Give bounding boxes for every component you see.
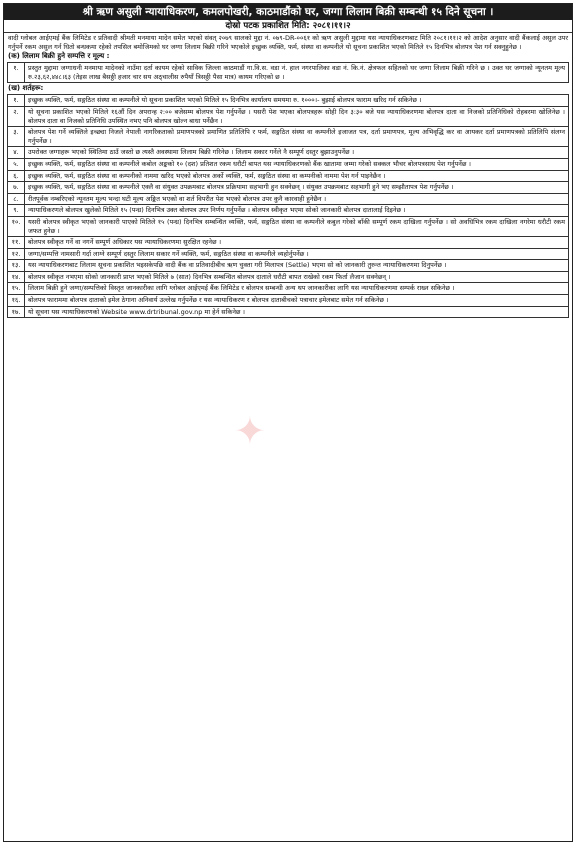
notice-page (3, 3, 573, 842)
term-text: यस न्यायाधिकरणबाट लिलाम सूचना प्रकाशित भइसकेपछि वादी बैंक वा प्रतिवादीबीच ऋण चुक्ता गरी मिलापत्र (Settle) भएमा सो को जानकारी तुरुन्त न्यायाधिकरणमा दिनुपर्नेछ । (28, 261, 447, 270)
property-description: प्रस्तुत मुद्दामा जग्गाधनी मनमाया मादेनको नाउँमा दर्ता कायम रहेको साविक जिल्ला काठमाडौं गा.वि.स. वडा नं. हाल नगरपालिका वडा नं. कि.नं. क्षेत्रफल सहितको घर जग्गा लिलाम बिक्री गरिने छ । उक्त घर जग्गाको न्यूनतम मूल्य रु.२३,६२,४४८।६३ (तेइस लाख बैसठ्ठी हजार चार सय अठ्चालीस रुपैयाँ त्रिसठ्ठी पैसा मात्र) कायम गरिएको छ । (28, 64, 565, 81)
term-number: १२. (8, 249, 25, 260)
term-text: बोलपत्र स्वीकृत गर्ने वा नगर्ने सम्पूर्ण अधिकार यस न्यायाधिकरणमा सुरक्षित रहनेछ । (28, 238, 222, 247)
term-number: १०. (8, 217, 25, 236)
property-row (8, 63, 568, 82)
section-kha-heading: (ख) शर्तहरू: (8, 84, 44, 93)
term-row (8, 106, 568, 126)
term-number: ७. (8, 182, 25, 193)
section-ka-heading: (क) लिलाम बिक्री हुने सम्पत्ति र मूल्य : (8, 52, 110, 61)
term-row (8, 158, 568, 170)
term-number: १६. (8, 295, 25, 306)
term-text: जग्गा/सम्पत्ति नामसारी गर्दा लाग्ने सम्पूर्ण दस्तुर लिलाम सकार गर्ने व्यक्ति, फर्म, सङ्गठित संस्था वा कम्पनीले व्यहोर्नुपर्नेछ । (28, 249, 309, 258)
term-text: रीतपूर्वक नम्बरिएको न्यूनतम मूल्य भन्दा घटी मूल्य अङ्कित भएको वा शर्त विपरीत पेश भएको बोलपत्र उपर कुनै कारवाही हुनेछैन । (28, 194, 327, 203)
intro-paragraph: वादी ग्लोबल आईएमई बैंक लिमिटेड र प्रतिवादी श्रीमती मनमाया मादेन समेत भएको संवत् २०७९ सालको मुद्दा नं. ०७९-DR-००६१ को ऋण असुली मुद्दामा यस न्यायाधिकरणबाट मिति २०८१।११।२ को आदेश अनुसार वादी बैंकलाई असुल उपर गर्नुपर्ने रकम असुल गर्न धितो बन्धकमा रहेको तपसिल बमोजिमको घर जग्गा लिलाम बिक्री गरिने भएकोले इच्छुक व्यक्ति, फर्म, संस्था वा कम्पनीले यो सूचना प्रकाशित भएको मितिले १५ दिनभित्र बोलपत्र पेश गर्न सक्नुहुनेछ । (8, 34, 568, 51)
term-text: बोलपत्र स्वीकृत नभएमा सोको जानकारी प्राप्त भएको मितिले ७ (सात) दिनभित्र सम्बन्धित बोलपत्र दाताले धरौटी बापत राखेको रकम फिर्ता लैजान सक्नेछन् । (28, 272, 391, 281)
term-text: लिलाम बिक्री हुने जग्गा/सम्पत्तिको विस्तृत जानकारीका लागि ग्लोबल आईएमई बैंक लिमिटेड र बोलपत्र सम्बन्धी अन्य थप जानकारीका लागि यस न्यायाधिकरणमा सम्पर्क राख्न सकिनेछ । (28, 284, 455, 293)
term-text: यो सूचना यस न्यायाधिकरणको Website www.drtribunal.gov.np मा हेर्न सकिनेछ । (28, 307, 246, 316)
term-row (8, 294, 568, 306)
property-table (7, 62, 569, 83)
property-number: १. (8, 63, 25, 82)
term-number: ११. (8, 237, 25, 248)
term-text: बोलपत्र फाराममा बोलपत्र दाताको इमेल ठेगाना अनिवार्य उल्लेख गर्नुपर्नेछ र यस न्यायाधिकरण र बोलपत्र दाताबीचको पत्राचार इमेलबाट समेत गर्न सकिनेछ । (28, 296, 389, 305)
term-row (8, 306, 568, 318)
term-text: न्यायाधिकरणले बोलपत्र खुलेको मितिले १५ (पन्ध्र) दिनभित्र उक्त बोलपत्र उपर निर्णय गर्नुपर्नेछ । बोलपत्र स्वीकृत भएमा सोको जानकारी बोलपत्र दातालाई दिइनेछ । (28, 206, 406, 215)
term-number: १७. (8, 307, 25, 318)
term-row (8, 204, 568, 216)
term-row (8, 193, 568, 205)
notice-title: श्री ऋण असुली न्यायाधिकरण, कमलपोखरी, काठमाडौंको घर, जग्गा लिलाम बिक्री सम्बन्धी १५ दिने सूचना । (4, 4, 572, 20)
terms-table (7, 94, 569, 318)
term-number: १४. (8, 272, 25, 283)
term-number: ४. (8, 147, 25, 158)
term-row (8, 216, 568, 236)
term-text: इच्छुक व्यक्ति, फर्म, सङ्गठित संस्था वा कम्पनीले यो सूचना प्रकाशित भएको मितिले १५ दिनभित्र कार्यालय समयमा रु. १०००।- बुझाई बोलपत्र फाराम खरिद गर्न सकिनेछ । (28, 96, 422, 105)
term-text: यसरी बोलपत्र स्वीकृत भएको जानकारी पाएको मितिले १५ (पन्ध्र) दिनभित्र सम्बन्धित व्यक्ति, फर्म, सङ्गठित संस्था वा कम्पनीले कबुल गरेको बाँकी सम्पूर्ण रकम दाखिला गर्नुपर्नेछ । सो अवधिभित्र रकम दाखिला नगरेमा धरौटी रकम जफत हुनेछ । (28, 217, 565, 235)
term-row (8, 271, 568, 283)
term-number: ९. (8, 205, 25, 216)
term-row (8, 259, 568, 271)
term-row (8, 126, 568, 146)
term-number: ३. (8, 127, 25, 146)
term-row (8, 236, 568, 248)
term-row (8, 95, 568, 106)
term-number: ६. (8, 171, 25, 182)
term-row (8, 181, 568, 193)
term-text: इच्छुक व्यक्ति, फर्म, सङ्गठित संस्था वा कम्पनीको नाममा खरिद भएको बोलपत्र अर्को व्यक्ति, फर्म, सङ्गठित संस्था वा कम्पनीको नाममा पेश गर्न पाइनेछैन । (28, 171, 386, 180)
term-text: इच्छुक व्यक्ति, फर्म, सङ्गठित संस्था वा कम्पनीले एक्लै वा संयुक्त उपक्रमबाट बोलपत्र प्रक्रियामा सहभागी हुन सक्नेछन् । संयुक्त उपक्रमबाट सहभागी हुने भए सम्झौतापत्र पेश गर्नुपर्नेछ । (28, 183, 454, 192)
term-text: यो सूचना प्रकाशित भएको मितिले १६औं दिन अपरान्ह २:०० बजेसम्म बोलपत्र पेश गर्नुपर्नेछ । यसरी पेश भएका बोलपत्रहरू सोही दिन ३:३० बजे यस न्यायाधिकरणमा बोलपत्र दाता वा निजको प्रतिनिधिको रोहबरमा खोलिनेछ । बोलपत्र दाता वा निजको प्रतिनिधि उपस्थित नभए पनि बोलपत्र खोल्न बाधा पर्नेछैन । (28, 107, 565, 125)
term-number: २. (8, 107, 25, 126)
term-text: इच्छुक व्यक्ति, फर्म, सङ्गठित संस्था वा कम्पनीले कबोल अङ्कको १० (दश) प्रतिशत रकम धरौटी बापत यस न्यायाधिकरणको बैंक खातामा जम्मा गरेको सक्कल भौचर बोलपत्रसाथ पेश गर्नुपर्नेछ । (28, 159, 471, 168)
term-row (8, 282, 568, 294)
term-row (8, 170, 568, 182)
term-number: १. (8, 95, 25, 106)
publication-date: दोस्रो पटक प्रकाशित मिति: २०८१।११।२ (4, 20, 572, 33)
watermark-logo: ✦ (234, 409, 268, 453)
term-row (8, 248, 568, 260)
term-number: ५. (8, 159, 25, 170)
term-row (8, 146, 568, 158)
term-number: १५. (8, 283, 25, 294)
term-number: १३. (8, 260, 25, 271)
term-text: बोलपत्र पेश गर्ने व्यक्तिले इच्छ्या निजले नेपाली नागरिकताको प्रमाणपत्रको प्रमाणित प्रतिलिपि र फर्म, सङ्गठित संस्था वा कम्पनीले इजाजत पत्र, दर्ता प्रमाणपत्र, मूल्य अभिवृद्धि कर वा आयकर दर्ता प्रमाणपत्रको प्रतिलिपि संलग्न गर्नुपर्नेछ । (28, 128, 565, 145)
term-text: उपरोक्त जग्गाहरू भएको स्थितिमा ठाउँ जस्तो छ त्यस्तै अवस्थामा लिलाम बिक्री गरिनेछ । लिलाम सकार गर्नेले नै सम्पूर्ण दस्तुर बुझाउनुपर्नेछ । (28, 148, 355, 157)
term-number: ८. (8, 194, 25, 205)
